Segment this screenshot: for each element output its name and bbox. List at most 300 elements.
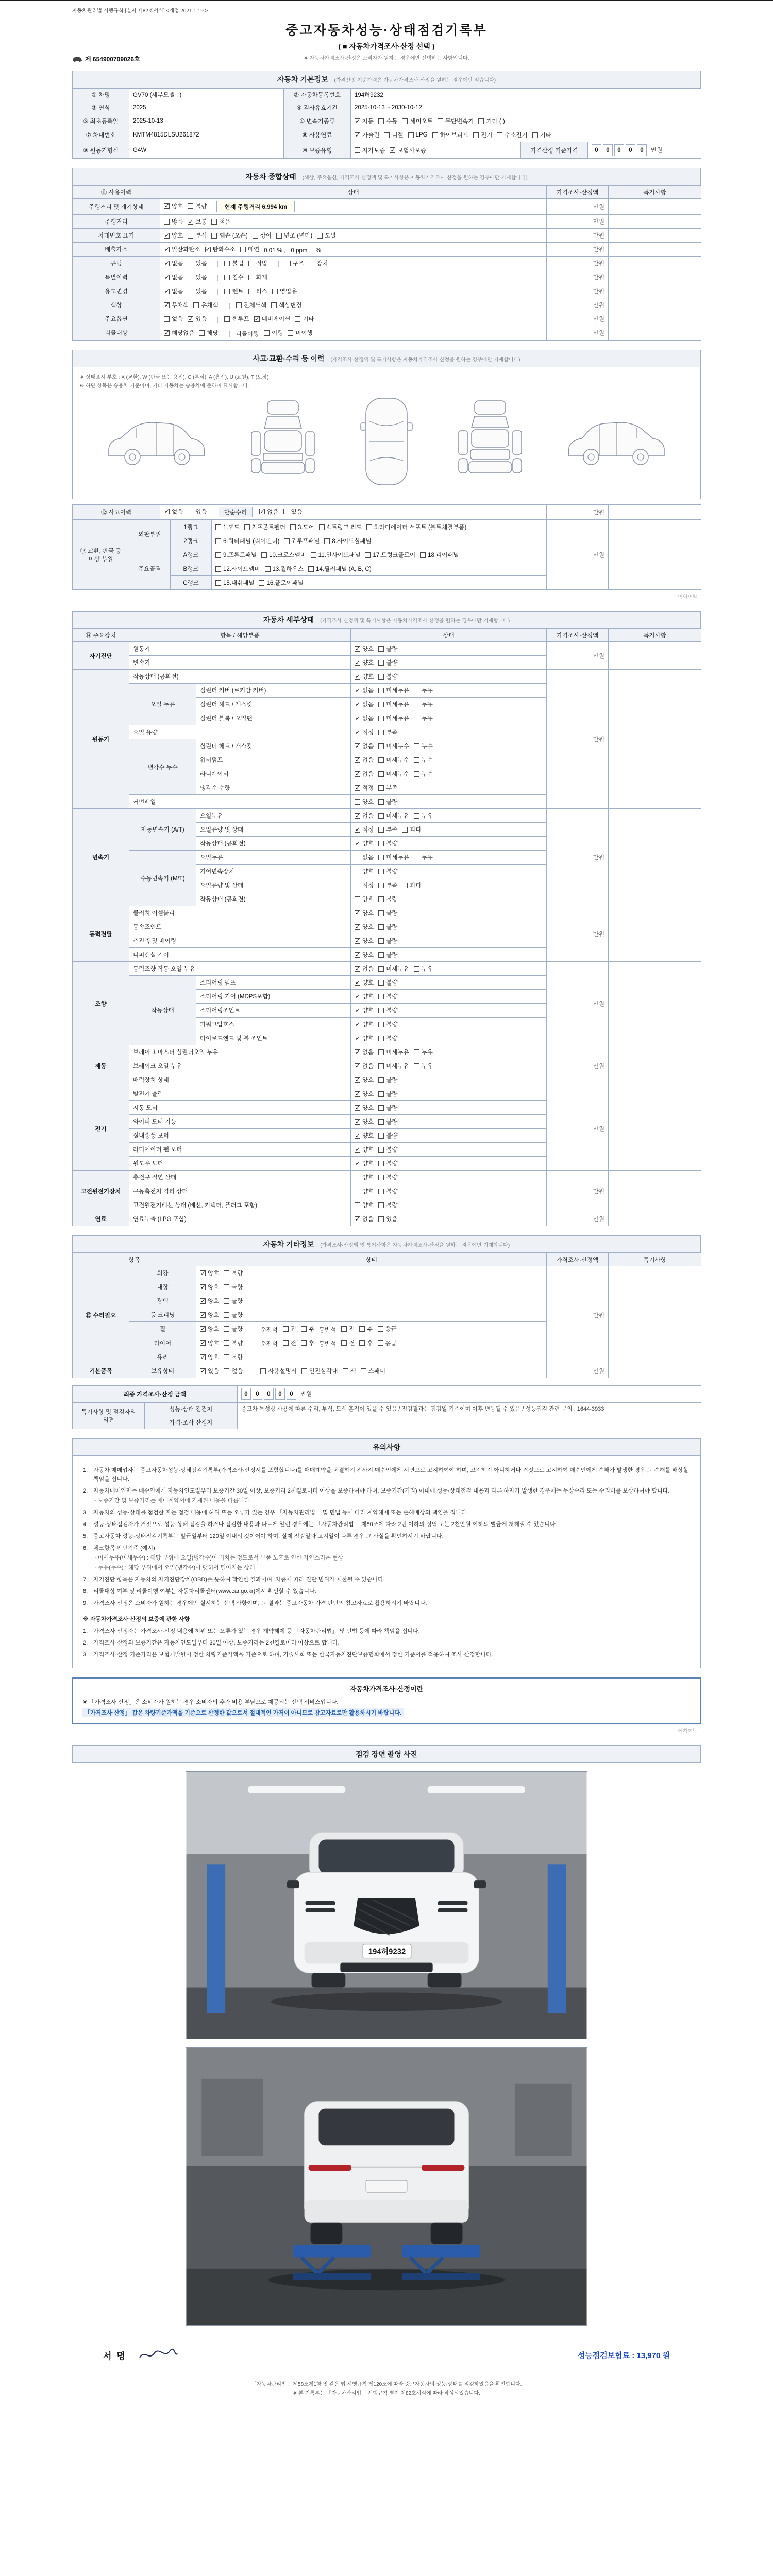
checkbox[interactable] [366,524,372,530]
checkbox[interactable] [378,910,384,916]
checkbox-option[interactable] [378,853,409,861]
checkbox-option[interactable] [224,1339,243,1347]
checkbox-option[interactable] [295,315,314,323]
checkbox-option[interactable] [355,1131,374,1140]
checkbox[interactable] [265,566,271,572]
checkbox-option[interactable] [224,273,243,281]
checkbox[interactable] [378,785,384,791]
checkbox[interactable] [473,132,479,138]
checkbox[interactable] [432,132,438,138]
checkbox-option[interactable] [355,825,374,834]
checkbox-option[interactable] [378,992,397,1001]
checkbox[interactable] [378,1049,384,1055]
checkbox-option[interactable] [355,1159,374,1167]
checkbox-option[interactable] [414,770,433,778]
checkbox-checked[interactable] [164,330,170,336]
checkbox-option[interactable] [355,978,374,987]
checkbox-option[interactable] [355,1187,374,1195]
checkbox-option[interactable] [253,231,272,240]
checkbox-option[interactable] [532,131,551,139]
checkbox-option[interactable] [378,1117,397,1126]
checkbox-option[interactable] [188,202,207,210]
checkbox-option[interactable] [378,1131,397,1140]
checkbox-option[interactable] [414,700,433,708]
checkbox-option[interactable] [414,1062,433,1070]
checkbox[interactable] [211,233,217,239]
checkbox-option[interactable] [355,1090,374,1098]
checkbox[interactable] [414,757,419,763]
checkbox-option[interactable] [378,895,397,903]
checkbox[interactable] [378,646,384,652]
checkbox-option[interactable] [254,315,291,323]
checkbox-checked[interactable] [355,716,360,721]
checkbox-option[interactable] [378,1159,397,1167]
checkbox[interactable] [199,330,205,336]
checkbox[interactable] [378,1216,384,1222]
checkbox-option[interactable] [244,523,285,531]
checkbox[interactable] [378,994,384,999]
checkbox-option[interactable] [473,131,492,139]
checkbox-option[interactable] [378,1187,397,1195]
checkbox-option[interactable] [402,881,421,889]
checkbox-option[interactable] [355,742,374,750]
checkbox-option[interactable] [224,1353,243,1361]
checkbox-option[interactable] [164,245,200,253]
checkbox-option[interactable] [355,1201,374,1209]
checkbox-option[interactable] [200,1283,219,1291]
checkbox-option[interactable] [200,1297,219,1305]
checkbox-option[interactable] [200,1311,219,1319]
checkbox[interactable] [378,1326,383,1332]
checkbox-checked[interactable] [200,1368,206,1374]
checkbox-option[interactable] [284,537,320,545]
checkbox[interactable] [271,302,277,308]
checkbox-option[interactable] [324,537,371,545]
checkbox[interactable] [378,118,384,124]
checkbox[interactable] [272,289,278,294]
checkbox[interactable] [236,302,242,308]
checkbox[interactable] [285,261,291,266]
checkbox-checked[interactable] [164,203,170,209]
checkbox[interactable] [378,743,384,749]
checkbox[interactable] [365,552,371,558]
checkbox-checked[interactable] [164,261,170,266]
checkbox-option[interactable] [378,658,397,667]
checkbox[interactable] [215,566,221,572]
checkbox[interactable] [261,552,267,558]
checkbox-option[interactable] [390,146,426,155]
checkbox-checked[interactable] [254,316,260,322]
checkbox-option[interactable] [224,315,249,323]
checkbox-option[interactable] [355,784,374,792]
checkbox[interactable] [283,509,289,514]
checkbox[interactable] [343,1368,348,1374]
checkbox[interactable] [414,688,419,693]
checkbox[interactable] [253,233,258,239]
checkbox-checked[interactable] [355,952,360,958]
checkbox-option[interactable] [319,523,362,531]
checkbox-option[interactable] [355,1145,374,1154]
checkbox-checked[interactable] [355,1161,360,1166]
checkbox-option[interactable] [188,287,207,295]
checkbox[interactable] [276,233,282,239]
checkbox-option[interactable] [378,117,397,125]
checkbox[interactable] [355,1202,360,1208]
checkbox-option[interactable] [378,1173,397,1181]
checkbox[interactable] [240,247,246,252]
checkbox-option[interactable] [259,507,278,516]
checkbox[interactable] [355,869,360,874]
checkbox-option[interactable] [355,146,385,155]
checkbox[interactable] [355,896,360,902]
checkbox-option[interactable] [200,1339,219,1347]
checkbox-checked[interactable] [188,219,193,225]
checkbox-checked[interactable] [355,1022,360,1027]
checkbox-option[interactable] [355,117,374,125]
checkbox[interactable] [414,771,419,777]
checkbox-checked[interactable] [355,1133,360,1139]
checkbox[interactable] [188,275,193,280]
checkbox[interactable] [188,509,193,514]
checkbox-option[interactable] [378,742,409,750]
checkbox-option[interactable] [164,507,183,516]
checkbox[interactable] [378,757,384,763]
checkbox[interactable] [224,289,230,294]
checkbox-option[interactable] [355,686,374,694]
checkbox-checked[interactable] [164,275,170,280]
checkbox-option[interactable] [359,1339,373,1347]
checkbox-checked[interactable] [355,771,360,777]
checkbox-option[interactable] [414,714,433,722]
checkbox[interactable] [301,1368,307,1374]
checkbox[interactable] [355,883,360,888]
checkbox-checked[interactable] [355,1091,360,1097]
checkbox-option[interactable] [378,881,397,889]
checkbox-checked[interactable] [355,966,360,972]
checkbox[interactable] [414,855,419,860]
checkbox[interactable] [260,1368,266,1374]
checkbox-checked[interactable] [164,233,170,239]
checkbox[interactable] [284,538,290,544]
checkbox-option[interactable] [248,259,267,267]
checkbox-checked[interactable] [355,1036,360,1041]
checkbox-option[interactable] [164,315,183,323]
checkbox-option[interactable] [355,131,379,139]
checkbox-option[interactable] [205,245,236,253]
checkbox-checked[interactable] [355,674,360,680]
checkbox-option[interactable] [378,1201,397,1209]
checkbox[interactable] [309,261,314,266]
checkbox-option[interactable] [414,686,433,694]
checkbox[interactable] [438,118,443,124]
checkbox-option[interactable] [378,728,397,736]
checkbox-option[interactable] [261,551,306,559]
checkbox-checked[interactable] [355,938,360,944]
checkbox-option[interactable] [224,1269,243,1277]
checkbox-option[interactable] [283,1325,296,1333]
checkbox[interactable] [378,716,384,721]
checkbox-option[interactable] [355,645,374,653]
checkbox-option[interactable] [355,867,374,875]
checkbox-option[interactable] [378,1104,397,1112]
checkbox-option[interactable] [378,1339,397,1347]
checkbox-option[interactable] [355,923,374,931]
checkbox-option[interactable] [378,1215,397,1223]
checkbox-checked[interactable] [355,924,360,930]
checkbox-option[interactable] [378,714,409,722]
checkbox[interactable] [301,1326,307,1332]
checkbox-option[interactable] [164,273,183,281]
checkbox-option[interactable] [432,131,469,139]
checkbox[interactable] [378,730,384,735]
checkbox[interactable] [378,938,384,944]
checkbox-checked[interactable] [164,289,170,294]
checkbox-option[interactable] [378,1006,397,1014]
checkbox-option[interactable] [378,923,397,931]
checkbox[interactable] [224,1340,229,1346]
checkbox-option[interactable] [215,551,257,559]
checkbox-option[interactable] [283,507,303,516]
checkbox[interactable] [378,1077,384,1083]
checkbox-option[interactable] [188,217,207,226]
checkbox-checked[interactable] [355,785,360,791]
checkbox-checked[interactable] [355,660,360,666]
checkbox[interactable] [378,952,384,958]
checkbox-checked[interactable] [355,813,360,819]
checkbox[interactable] [378,1036,384,1041]
checkbox-checked[interactable] [200,1312,206,1318]
checkbox-option[interactable] [301,1325,314,1333]
checkbox[interactable] [248,261,254,266]
checkbox[interactable] [378,855,384,860]
checkbox-checked[interactable] [164,302,170,308]
checkbox-option[interactable] [402,825,421,834]
checkbox[interactable] [378,1022,384,1027]
checkbox[interactable] [224,1354,229,1360]
checkbox-checked[interactable] [355,1077,360,1083]
checkbox-option[interactable] [200,1269,219,1277]
checkbox-option[interactable] [301,1367,338,1375]
checkbox[interactable] [288,330,293,336]
checkbox[interactable] [384,132,390,138]
checkbox-option[interactable] [164,287,183,295]
checkbox-option[interactable] [355,728,374,736]
checkbox-option[interactable] [378,1020,397,1028]
checkbox[interactable] [224,261,230,266]
checkbox-option[interactable] [260,1367,297,1375]
checkbox[interactable] [224,1312,229,1318]
checkbox-option[interactable] [288,329,312,337]
checkbox-option[interactable] [378,756,409,764]
checkbox-option[interactable] [497,131,527,139]
checkbox-option[interactable] [355,811,374,820]
checkbox-option[interactable] [259,579,304,587]
checkbox[interactable] [378,1091,384,1097]
checkbox-option[interactable] [378,839,397,848]
checkbox-option[interactable] [215,537,279,545]
checkbox-option[interactable] [164,329,194,337]
checkbox-checked[interactable] [355,132,360,138]
checkbox-option[interactable] [355,909,374,917]
checkbox-option[interactable] [378,700,409,708]
checkbox[interactable] [324,538,330,544]
checkbox[interactable] [420,552,426,558]
checkbox[interactable] [188,233,193,239]
checkbox[interactable] [188,289,193,294]
checkbox-option[interactable] [271,301,301,309]
checkbox-option[interactable] [414,1048,433,1056]
checkbox[interactable] [188,203,193,209]
checkbox-option[interactable] [248,273,267,281]
checkbox-option[interactable] [359,1325,373,1333]
checkbox-option[interactable] [343,1367,356,1375]
checkbox-option[interactable] [355,672,374,681]
checkbox-option[interactable] [264,329,283,337]
checkbox-option[interactable] [200,1353,219,1361]
checkbox[interactable] [224,1326,229,1332]
checkbox-option[interactable] [164,231,183,240]
checkbox-option[interactable] [414,756,433,764]
checkbox-checked[interactable] [355,757,360,763]
checkbox-option[interactable] [355,658,374,667]
checkbox-checked[interactable] [355,730,360,735]
checkbox[interactable] [378,1161,384,1166]
checkbox[interactable] [402,883,408,888]
checkbox[interactable] [311,552,316,558]
checkbox[interactable] [378,966,384,972]
checkbox-option[interactable] [408,132,428,138]
checkbox[interactable] [215,552,221,558]
checkbox-option[interactable] [378,1062,409,1070]
checkbox[interactable] [188,261,193,266]
checkbox[interactable] [317,233,323,239]
checkbox-checked[interactable] [200,1298,206,1304]
checkbox-option[interactable] [188,315,207,323]
checkbox-checked[interactable] [164,247,170,252]
checkbox-checked[interactable] [355,980,360,986]
checkbox[interactable] [378,1147,384,1153]
checkbox[interactable] [414,813,419,819]
checkbox[interactable] [244,524,250,530]
checkbox[interactable] [341,1340,347,1346]
checkbox-checked[interactable] [188,316,193,322]
checkbox-option[interactable] [164,217,183,226]
checkbox[interactable] [378,869,384,874]
checkbox[interactable] [414,1063,419,1069]
checkbox[interactable] [224,1298,229,1304]
checkbox-checked[interactable] [355,1216,360,1222]
checkbox[interactable] [378,1340,383,1346]
checkbox[interactable] [355,147,360,153]
checkbox-checked[interactable] [205,247,211,252]
checkbox-checked[interactable] [355,1119,360,1125]
checkbox-option[interactable] [378,798,397,806]
checkbox[interactable] [414,966,419,972]
checkbox[interactable] [378,688,384,693]
checkbox-option[interactable] [414,964,433,973]
checkbox-checked[interactable] [355,743,360,749]
checkbox-option[interactable] [478,117,505,125]
checkbox-option[interactable] [378,951,397,959]
checkbox-option[interactable] [283,1339,296,1347]
checkbox-option[interactable] [211,231,247,240]
checkbox-option[interactable] [355,798,374,806]
checkbox-option[interactable] [361,1367,385,1375]
checkbox-option[interactable] [414,742,433,750]
checkbox-option[interactable] [276,231,312,240]
checkbox-option[interactable] [285,259,304,267]
checkbox[interactable] [378,1105,384,1111]
checkbox-option[interactable] [378,937,397,945]
checkbox-checked[interactable] [200,1340,206,1346]
checkbox[interactable] [378,702,384,707]
checkbox-option[interactable] [290,523,314,531]
checkbox-option[interactable] [224,1297,243,1305]
checkbox-option[interactable] [355,1020,374,1028]
checkbox[interactable] [402,827,408,833]
checkbox-option[interactable] [317,231,336,240]
checkbox-option[interactable] [378,686,409,694]
checkbox[interactable] [378,841,384,846]
checkbox-option[interactable] [224,259,243,267]
checkbox-option[interactable] [365,551,415,559]
checkbox-option[interactable] [378,1048,409,1056]
checkbox[interactable] [361,1368,366,1374]
checkbox-option[interactable] [164,301,189,309]
checkbox-checked[interactable] [355,1147,360,1153]
checkbox-option[interactable] [272,287,297,295]
checkbox-option[interactable] [378,1076,397,1084]
checkbox-option[interactable] [188,273,207,281]
checkbox-option[interactable] [355,964,374,973]
checkbox-option[interactable] [341,1325,355,1333]
checkbox-option[interactable] [224,1311,243,1319]
checkbox-checked[interactable] [355,1105,360,1111]
checkbox[interactable] [378,799,384,805]
checkbox[interactable] [378,1119,384,1125]
checkbox-option[interactable] [200,1367,219,1375]
checkbox-option[interactable] [301,1339,314,1347]
checkbox-checked[interactable] [200,1270,206,1276]
checkbox[interactable] [497,132,502,138]
checkbox-option[interactable] [236,301,266,309]
checkbox[interactable] [359,1326,365,1332]
checkbox-checked[interactable] [259,509,265,514]
checkbox[interactable] [378,813,384,819]
checkbox-option[interactable] [378,867,397,875]
checkbox-option[interactable] [378,645,397,653]
checkbox[interactable] [308,566,314,572]
checkbox[interactable] [378,980,384,986]
checkbox-checked[interactable] [390,147,395,153]
checkbox-option[interactable] [355,951,374,959]
checkbox-checked[interactable] [355,1049,360,1055]
checkbox-option[interactable] [355,937,374,945]
checkbox-option[interactable] [378,1090,397,1098]
checkbox-checked[interactable] [200,1326,206,1332]
checkbox[interactable] [224,1368,229,1374]
checkbox[interactable] [378,674,384,680]
checkbox-checked[interactable] [200,1354,206,1360]
checkbox[interactable] [164,316,170,322]
checkbox-option[interactable] [355,881,374,889]
checkbox-option[interactable] [341,1339,355,1347]
checkbox[interactable] [378,1133,384,1139]
checkbox-option[interactable] [188,231,207,240]
checkbox-checked[interactable] [355,1063,360,1069]
checkbox[interactable] [355,1189,360,1194]
checkbox-option[interactable] [308,565,372,573]
